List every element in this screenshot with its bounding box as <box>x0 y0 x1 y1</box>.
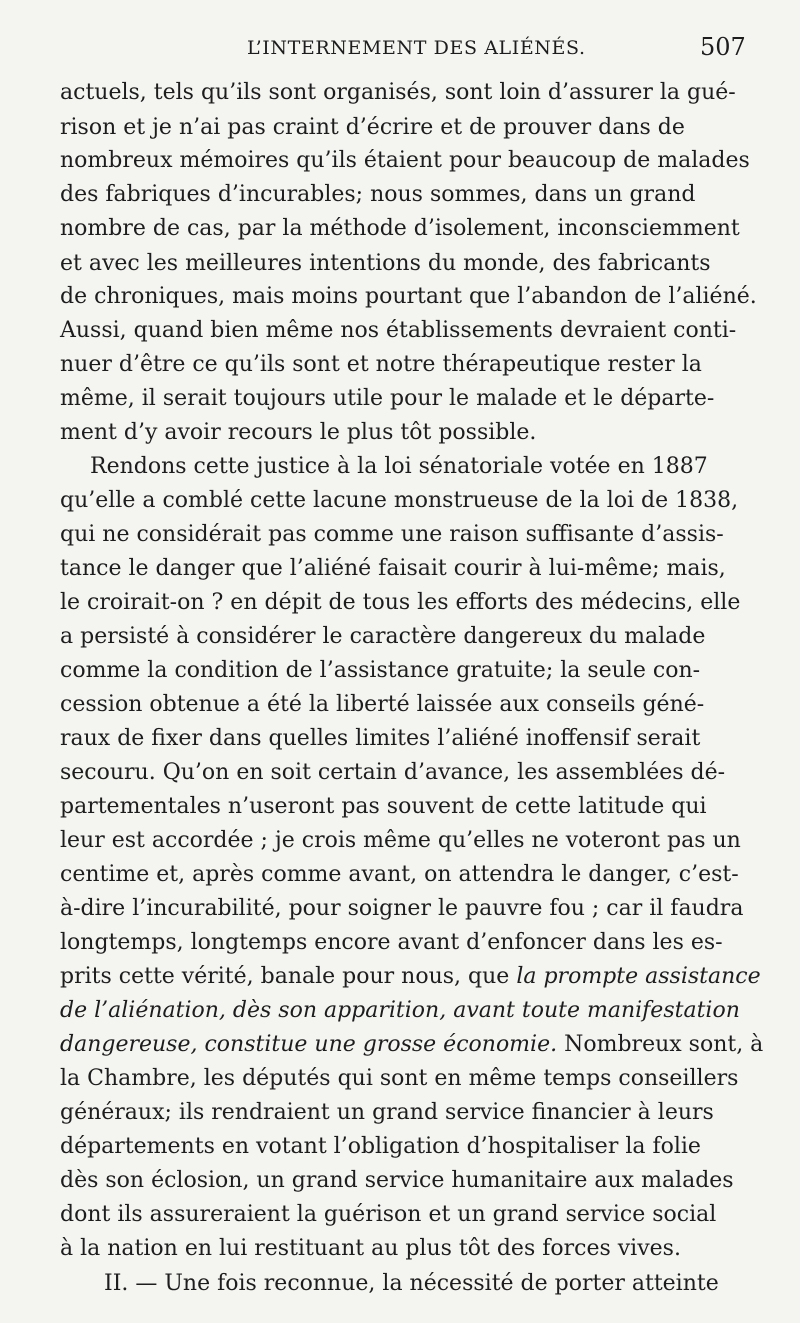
body-line: comme la condition de l’assistance gratuite; la seule con- <box>60 658 701 683</box>
page-number: 507 <box>700 33 746 61</box>
body-line: même, il serait toujours utile pour le malade et le départe- <box>60 386 715 411</box>
body-line: la Chambre, les députés qui sont en même temps conseillers <box>60 1066 739 1091</box>
body-line: nombre de cas, par la méthode d’isolement, inconsciemment <box>60 216 740 241</box>
body-line: dès son éclosion, un grand service humanitaire aux malades <box>60 1168 734 1193</box>
body-line: Aussi, quand bien même nos établissements devraient conti- <box>60 318 737 343</box>
body-line: qui ne considérait pas comme une raison suffisante d’assis- <box>60 522 724 547</box>
body-line: nombreux mémoires qu’ils étaient pour beaucoup de malades <box>60 148 750 173</box>
paragraph-start-line: Rendons cette justice à la loi sénatoriale votée en 1887 <box>90 454 708 479</box>
body-line: ment d’y avoir recours le plus tôt possible. <box>60 420 537 445</box>
body-text-fragment: prits cette vérité, banale pour nous, que <box>60 964 510 989</box>
italic-phrase: la prompte assistance <box>516 964 761 989</box>
mixed-style-line <box>60 966 761 988</box>
body-text-fragment: Nombreux sont, à <box>564 1032 764 1057</box>
italic-line: de l’aliénation, dès son apparition, avant toute manifestation <box>60 998 740 1023</box>
body-line: généraux; ils rendraient un grand service financier à leurs <box>60 1100 714 1125</box>
body-line: partementales n’useront pas souvent de cette latitude qui <box>60 794 707 819</box>
body-line: secouru. Qu’on en soit certain d’avance, les assemblées dé- <box>60 760 726 785</box>
body-line: de chroniques, mais moins pourtant que l’abandon de l’aliéné. <box>60 284 757 309</box>
body-line: et avec les meilleures intentions du monde, des fabricants <box>60 251 711 276</box>
body-line: à-dire l’incurabilité, pour soigner le pauvre fou ; car il faudra <box>60 896 744 921</box>
body-line: leur est accordée ; je crois même qu’elles ne voteront pas un <box>60 828 741 853</box>
body-line: rison et je n’ai pas craint d’écrire et de prouver dans de <box>60 115 685 140</box>
body-line: nuer d’être ce qu’ils sont et notre thérapeutique rester la <box>60 352 702 377</box>
body-line: à la nation en lui restituant au plus tôt des forces vives. <box>60 1236 681 1261</box>
running-header: L’INTERNEMENT DES ALIÉNÉS. <box>247 37 586 59</box>
mixed-style-line <box>60 1034 763 1056</box>
body-line: le croirait-on ? en dépit de tous les efforts des médecins, elle <box>60 590 741 615</box>
section-start-line: II. — Une fois reconnue, la nécessité de porter atteinte <box>104 1271 719 1296</box>
body-line: qu’elle a comblé cette lacune monstrueuse de la loi de 1838, <box>60 488 739 513</box>
body-line: longtemps, longtemps encore avant d’enfoncer dans les es- <box>60 930 723 955</box>
body-line: tance le danger que l’aliéné faisait courir à lui-même; mais, <box>60 556 726 581</box>
body-line: cession obtenue a été la liberté laissée aux conseils géné- <box>60 692 705 717</box>
body-line: raux de fixer dans quelles limites l’aliéné inoffensif serait <box>60 726 701 751</box>
body-line: a persisté à considérer le caractère dangereux du malade <box>60 624 706 649</box>
body-line: dont ils assureraient la guérison et un grand service social <box>60 1202 717 1227</box>
body-line: centime et, après comme avant, on attendra le danger, c’est- <box>60 862 739 887</box>
body-line: départements en votant l’obligation d’hospitaliser la folie <box>60 1134 701 1159</box>
body-line: actuels, tels qu’ils sont organisés, sont loin d’assurer la gué- <box>60 80 736 105</box>
body-line: des fabriques d’incurables; nous sommes, dans un grand <box>60 182 696 207</box>
italic-phrase: dangereuse, constitue une grosse économie. <box>60 1032 558 1057</box>
